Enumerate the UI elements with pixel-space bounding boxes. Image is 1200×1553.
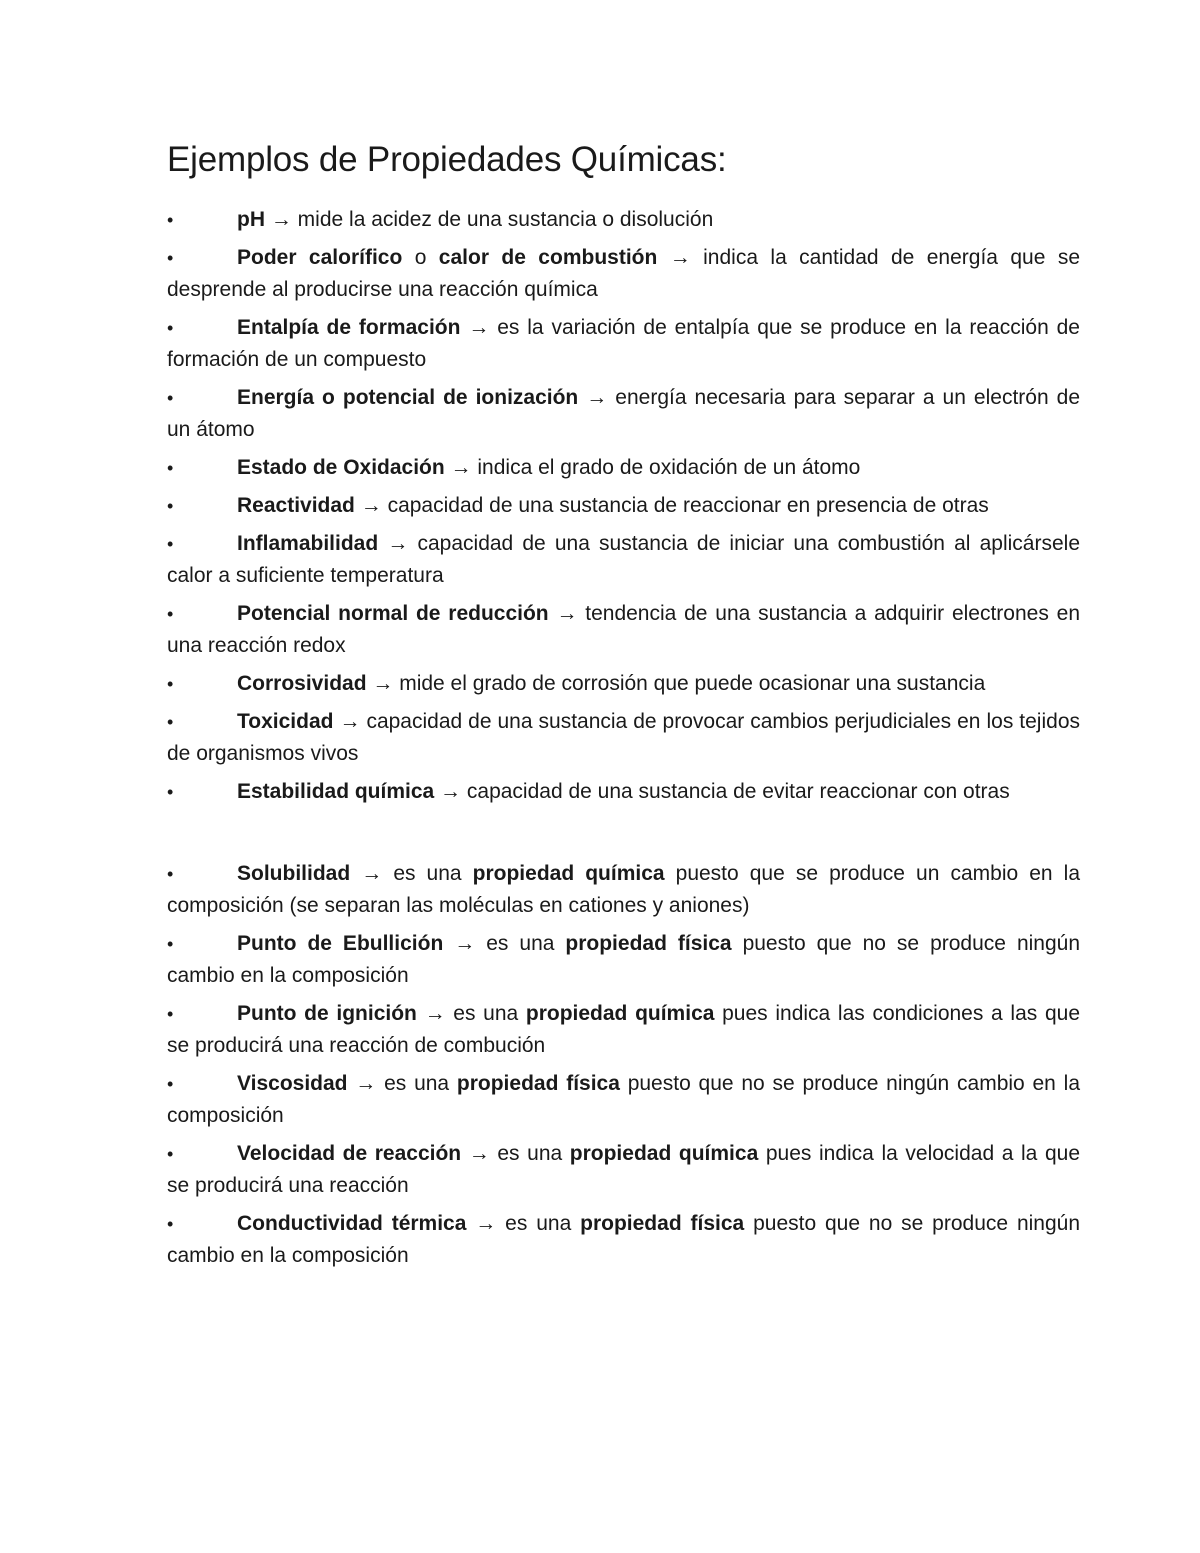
item-description: tendencia de una sustancia a adquirir electrones en una reacción redox bbox=[167, 602, 1080, 657]
arrow-icon: → bbox=[548, 602, 586, 625]
property-type: propiedad química bbox=[569, 1142, 759, 1165]
arrow-icon: → bbox=[347, 1072, 385, 1095]
item-connector: o bbox=[402, 246, 439, 269]
bullet-icon: • bbox=[167, 496, 174, 516]
property-type: propiedad química bbox=[525, 1002, 715, 1025]
item-term: Velocidad de reacción bbox=[237, 1142, 462, 1165]
list-item bbox=[167, 928, 1080, 992]
arrow-icon: → bbox=[333, 710, 367, 733]
bullet-icon: • bbox=[167, 1214, 174, 1234]
list-item bbox=[167, 598, 1080, 662]
item-description: capacidad de una sustancia de reaccionar en presencia de otras bbox=[387, 494, 989, 517]
item-term: Estado de Oxidación bbox=[237, 456, 445, 479]
list-item bbox=[167, 668, 1080, 700]
item-description: indica el grado de oxidación de un átomo bbox=[477, 456, 861, 479]
item-prefix: es una bbox=[505, 1212, 581, 1235]
list-item bbox=[167, 312, 1080, 376]
list-item bbox=[167, 998, 1080, 1062]
bullet-icon: • bbox=[167, 604, 174, 624]
list-item bbox=[167, 1138, 1080, 1202]
bullet-icon: • bbox=[167, 1004, 174, 1024]
list-item bbox=[167, 490, 1080, 522]
bullet-icon: • bbox=[167, 458, 174, 478]
list-item bbox=[167, 1068, 1080, 1132]
item-term: Reactividad bbox=[237, 494, 355, 517]
bullet-icon: • bbox=[167, 318, 174, 338]
item-term: Punto de Ebullición bbox=[237, 932, 444, 955]
item-prefix: es una bbox=[486, 932, 566, 955]
item-term: Solubilidad bbox=[237, 862, 351, 885]
item-description: indica la cantidad de energía que se desprende al producirse una reacción química bbox=[167, 246, 1080, 301]
bullet-icon: • bbox=[167, 1144, 174, 1164]
item-term: Estabilidad química bbox=[237, 780, 435, 803]
list-item bbox=[167, 706, 1080, 770]
bullet-icon: • bbox=[167, 712, 174, 732]
item-description: puesto que no se produce ningún cambio en la composición bbox=[167, 932, 1081, 987]
property-type: propiedad física bbox=[565, 932, 732, 955]
item-description: pues indica la velocidad a la que se producirá una reacción bbox=[167, 1142, 1081, 1197]
list-item bbox=[167, 452, 1080, 484]
item-description: energía necesaria para separar a un electrón de un átomo bbox=[167, 386, 1080, 441]
arrow-icon: → bbox=[378, 532, 418, 555]
bullet-icon: • bbox=[167, 210, 174, 230]
bullet-icon: • bbox=[167, 934, 174, 954]
item-description: puesto que no se produce ningún cambio en la composición bbox=[167, 1072, 1081, 1127]
arrow-icon: → bbox=[366, 672, 400, 695]
bullet-icon: • bbox=[167, 534, 174, 554]
list-item bbox=[167, 1208, 1080, 1272]
property-classification-list bbox=[167, 858, 1080, 1272]
item-term: Viscosidad bbox=[237, 1072, 348, 1095]
item-term: Inflamabilidad bbox=[237, 532, 379, 555]
item-term: Poder calorífico bbox=[237, 246, 403, 269]
item-description: puesto que no se produce ningún cambio en la composición bbox=[167, 1212, 1081, 1267]
document-title: Ejemplos de Propiedades Químicas: bbox=[167, 140, 727, 179]
item-term: Punto de ignición bbox=[237, 1002, 417, 1025]
list-item bbox=[167, 242, 1080, 306]
list-item bbox=[167, 776, 1080, 808]
list-item bbox=[167, 858, 1080, 922]
item-description: mide la acidez de una sustancia o disolución bbox=[297, 208, 714, 231]
bullet-icon: • bbox=[167, 782, 174, 802]
bullet-icon: • bbox=[167, 388, 174, 408]
arrow-icon: → bbox=[657, 246, 704, 269]
arrow-icon: → bbox=[444, 456, 478, 479]
arrow-icon: → bbox=[416, 1002, 454, 1025]
arrow-icon: → bbox=[460, 316, 498, 339]
arrow-icon: → bbox=[434, 780, 467, 803]
list-item bbox=[167, 528, 1080, 592]
chemical-properties-list bbox=[167, 204, 1080, 808]
bullet-icon: • bbox=[167, 864, 174, 884]
item-description: capacidad de una sustancia de provocar cambios perjudiciales en los tejidos de organismos vivos bbox=[167, 710, 1081, 765]
item-prefix: es una bbox=[497, 1142, 570, 1165]
item-term: Conductividad térmica bbox=[237, 1212, 467, 1235]
bullet-icon: • bbox=[167, 248, 174, 268]
item-term: Toxicidad bbox=[237, 710, 334, 733]
arrow-icon: → bbox=[578, 386, 616, 409]
property-type: propiedad química bbox=[472, 862, 665, 885]
list-item bbox=[167, 382, 1080, 446]
item-description: capacidad de una sustancia de evitar reaccionar con otras bbox=[466, 780, 1010, 803]
item-term: pH bbox=[237, 208, 265, 231]
arrow-icon: → bbox=[466, 1212, 506, 1235]
item-term: Energía o potencial de ionización bbox=[237, 386, 579, 409]
item-description: mide el grado de corrosión que puede ocasionar una sustancia bbox=[399, 672, 986, 695]
bullet-icon: • bbox=[167, 1074, 174, 1094]
item-description: pues indica las condiciones a las que se producirá una reacción de combución bbox=[167, 1002, 1081, 1057]
item-term: Entalpía de formación bbox=[237, 316, 461, 339]
arrow-icon: → bbox=[443, 932, 487, 955]
item-term: Potencial normal de reducción bbox=[237, 602, 549, 625]
arrow-icon: → bbox=[354, 494, 388, 517]
item-description: es la variación de entalpía que se produce en la reacción de formación de un compuesto bbox=[167, 316, 1080, 371]
property-type: propiedad física bbox=[456, 1072, 620, 1095]
item-description: capacidad de una sustancia de iniciar una combustión al aplicársele calor a suficiente temperatura bbox=[167, 532, 1080, 587]
arrow-icon: → bbox=[265, 208, 298, 231]
arrow-icon: → bbox=[461, 1142, 498, 1165]
item-term-alt: calor de combustión bbox=[438, 246, 658, 269]
document-page bbox=[167, 138, 1080, 1278]
bullet-icon: • bbox=[167, 674, 174, 694]
property-type: propiedad física bbox=[580, 1212, 745, 1235]
arrow-icon: → bbox=[350, 862, 394, 885]
list-item bbox=[167, 204, 1080, 236]
item-prefix: es una bbox=[393, 862, 473, 885]
item-description: puesto que se produce un cambio en la composición (se separan las moléculas en cationes y aniones) bbox=[167, 862, 1080, 917]
item-prefix: es una bbox=[453, 1002, 526, 1025]
item-prefix: es una bbox=[384, 1072, 457, 1095]
item-term: Corrosividad bbox=[237, 672, 367, 695]
